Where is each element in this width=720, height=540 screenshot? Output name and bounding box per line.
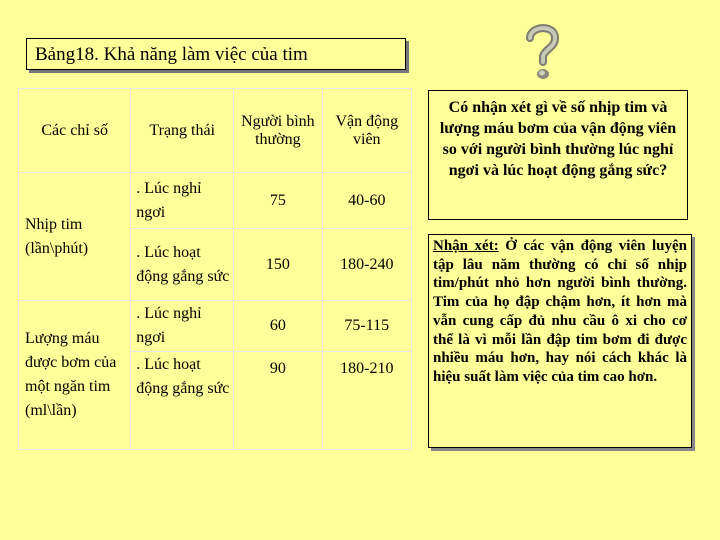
- table-header-row: [19, 89, 412, 173]
- group-label-heart-rate: Nhịp tim (lần\phút): [19, 173, 131, 301]
- normal-value: 90: [234, 352, 322, 450]
- heart-capacity-table-container: [18, 88, 412, 450]
- question-box: Có nhận xét gì về số nhịp tim và lượng máu bơm của vận động viên so với người bình thường lúc nghỉ ngơi và lúc hoạt động gắng sức?: [428, 90, 688, 220]
- question-mark-icon: [524, 22, 560, 82]
- state-cell: . Lúc nghỉ ngơi: [131, 301, 234, 352]
- page-title: Bảng18. Khả năng làm việc của tim: [26, 38, 406, 70]
- state-cell: . Lúc hoạt động gắng sức: [131, 352, 234, 450]
- athlete-value: 40-60: [322, 173, 411, 229]
- state-cell: . Lúc nghỉ ngơi: [131, 173, 234, 229]
- note-label: Nhận xét:: [433, 238, 499, 254]
- athlete-value: 75-115: [322, 301, 411, 352]
- table-row: [19, 301, 412, 352]
- state-cell: . Lúc hoạt động gắng sức: [131, 229, 234, 301]
- athlete-value: 180-210: [322, 352, 411, 450]
- table-row: [19, 173, 412, 229]
- group-label-stroke-volume: Lượng máu được bơm của một ngăn tim (ml\lần): [19, 301, 131, 450]
- header-athlete: Vận động viên: [322, 89, 411, 173]
- note-box: [428, 234, 692, 448]
- note-text: Ở các vận động viên luyện tập lâu năm thường có chỉ số nhịp tim/phút nhỏ hơn người bình thường. Tim của họ đập chậm hơn, ít hơn mà vẫn cung cấp đủ nhu cầu ô xi cho cơ thể là vì mỗi lần đập tim bơm đi được nhiều máu hơn, hay nói cách khác là hiệu suất làm việc của tim cao hơn.: [433, 238, 687, 385]
- header-state: Trạng thái: [131, 89, 234, 173]
- normal-value: 75: [234, 173, 322, 229]
- header-indicator: Các chỉ số: [19, 89, 131, 173]
- athlete-value: 180-240: [322, 229, 411, 301]
- normal-value: 60: [234, 301, 322, 352]
- heart-capacity-table: [18, 88, 412, 450]
- normal-value: 150: [234, 229, 322, 301]
- header-normal: Người bình thường: [234, 89, 322, 173]
